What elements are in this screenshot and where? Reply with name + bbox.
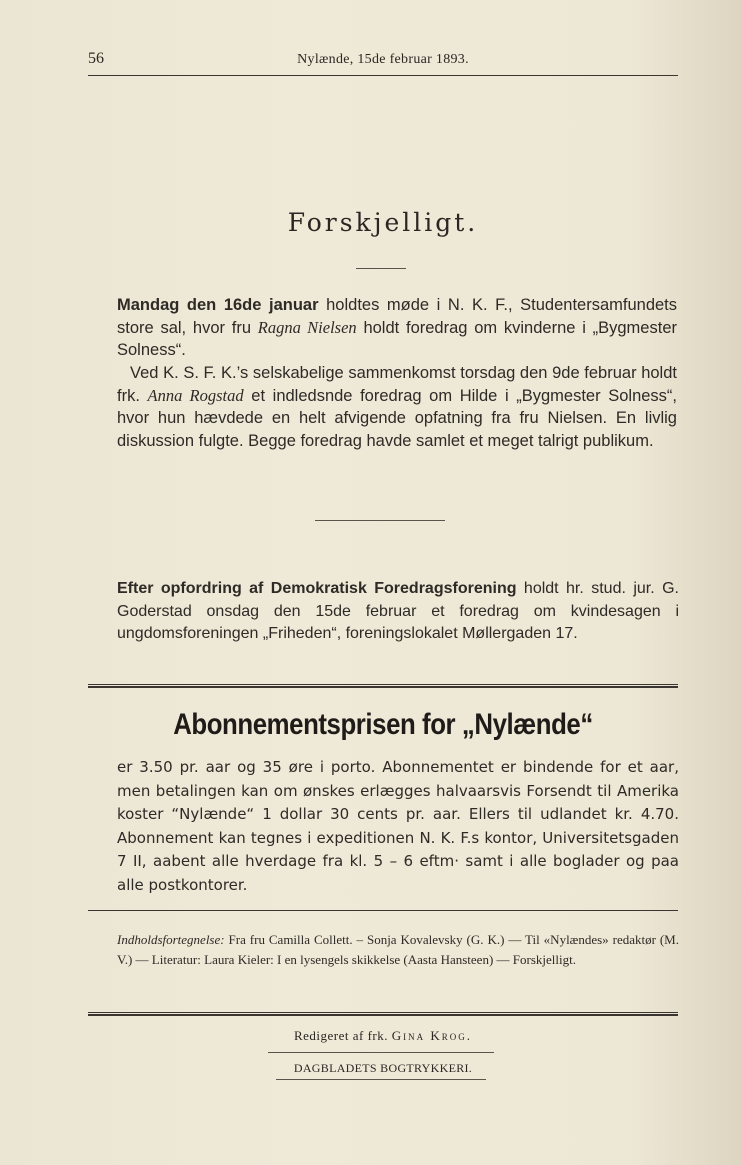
contents-text: Fra fru Camilla Collett. – Sonja Kovalevsky (G. K.) — Til «Nylændes» redaktør (M. V.) — Literatur: Laura Kieler: I en lysengels skikkelse (Aasta Hansteen) — Forskjelligt. xyxy=(117,932,679,967)
person-name: Anna Rogstad xyxy=(147,385,244,405)
article-divider xyxy=(315,520,445,521)
article-text: holdtes møde i N. K. F., Studentersamfundets store sal, hvor fru xyxy=(117,296,678,337)
editor-credit xyxy=(88,1028,678,1044)
footer-bottom-rule xyxy=(276,1079,486,1080)
article-k-s-f-k-gathering xyxy=(117,362,677,453)
contents-rule xyxy=(88,910,678,911)
article-text: holdt hr. stud. jur. G. Goderstad onsdag den 15de februar et foredrag om kvindesagen i ungdomsforeningen „Friheden“, foreningslokalet Møllergaden 17. xyxy=(117,580,679,643)
article-lead: Efter opfordring af Demokratisk Foredragsforening xyxy=(117,580,517,597)
title-divider xyxy=(356,268,406,269)
running-title: Nylænde, 15de februar 1893. xyxy=(297,52,469,67)
editor-prefix: Redigeret af frk. xyxy=(293,1028,388,1043)
footer-double-rule xyxy=(88,1012,678,1016)
article-demokratisk-foredrag xyxy=(117,578,679,646)
subscription-heading: Abonnementsprisen for „Nylænde“ xyxy=(173,708,593,741)
page-number: 56 xyxy=(88,50,104,67)
page-header xyxy=(88,50,678,72)
table-of-contents xyxy=(117,930,679,969)
subscription-text: er 3.50 pr. aar og 35 øre i porto. Abonnementet er bindende for et aar, men betalingen kan om ønskes erlægges halvaarsvis Forsendt til Amerika koster “Nylænde“ 1 dollar 30 cents pr. aar. Ellers til udlandet kr. 4.70. Abonnement kan tegnes i expeditionen N. K. F.s kontor, Universitetsgaden 7 II, aabent alle hverdage fra kl. 5 – 6 eftm· samt i alle boglader og paa alle postkontorer. xyxy=(117,758,679,894)
header-rule xyxy=(88,75,678,76)
contents-label: Indholdsfortegnelse: xyxy=(117,932,225,947)
article-n-k-f-meeting xyxy=(117,294,677,362)
printer-credit: DAGBLADETS BOGTRYKKERI. xyxy=(293,1061,473,1075)
person-name: Ragna Nielsen xyxy=(257,317,357,337)
article-text: holdt foredrag om kvinderne i „Bygmester Solness“. xyxy=(117,318,677,360)
footer-divider xyxy=(268,1052,494,1053)
article-text: et indledsnde foredrag om Hilde i „Bygmester Solness“, hvor hun hævdede en helt afvigende opfatning fra fru Nielsen. En livlig diskussion fulgte. Begge foredrag havde samlet et meget talrigt publikum. xyxy=(117,386,678,451)
section-title: Forskjelligt. xyxy=(287,208,479,237)
article-lead: Mandag den 16de januar xyxy=(117,296,319,314)
article-text: Ved K. S. F. K.’s selskabelige sammenkomst torsdag den 9de februar holdt frk. xyxy=(117,364,677,405)
section-double-rule xyxy=(88,684,678,688)
editor-name: Gina Krog. xyxy=(391,1028,473,1043)
